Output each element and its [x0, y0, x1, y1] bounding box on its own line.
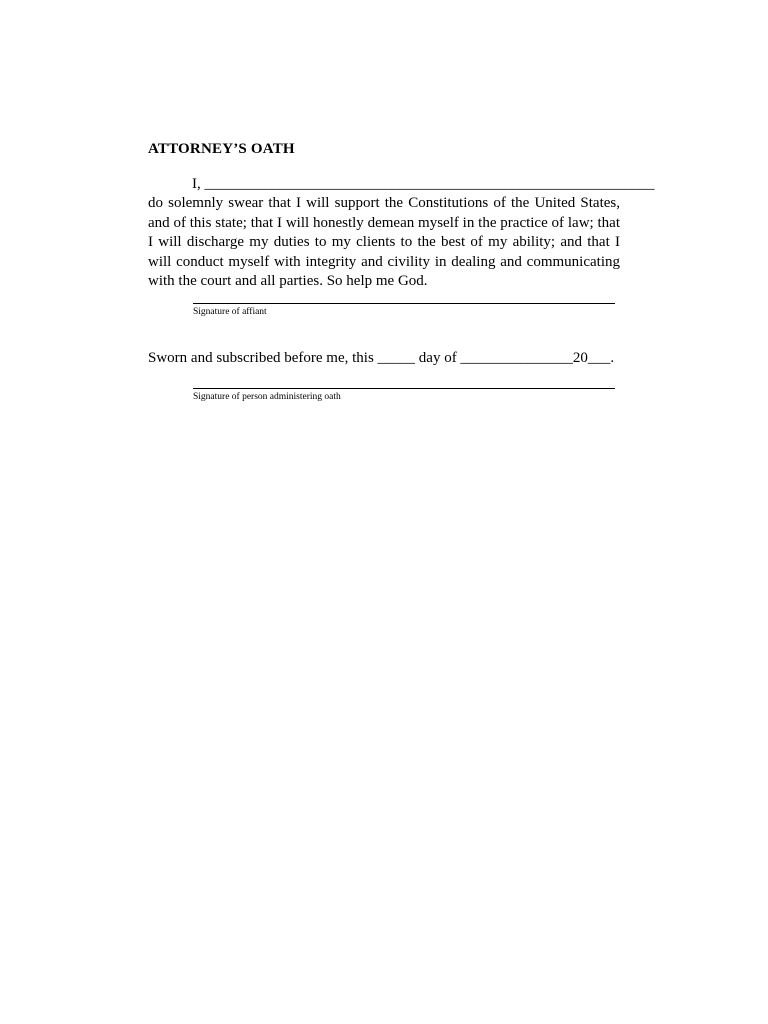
- oath-body-text: do solemnly swear that I will support the Constitutions of the United States, and of this state; that I will honestly demean myself in the practice of law; that I will discharge my duties to my clients to the best of my ability; and that I will conduct myself with integrity and civility in dealing and communicating with the court and all parties. So help me God.: [148, 195, 620, 289]
- administrator-signature-block: [193, 388, 615, 402]
- oath-name-line: [148, 176, 655, 193]
- document-title: ATTORNEY’S OATH: [148, 141, 295, 157]
- sworn-statement: Sworn and subscribed before me, this _____ day of _______________20___.: [148, 350, 615, 366]
- oath-name-blank[interactable]: I, ____________________________________________________________: [192, 176, 655, 192]
- administrator-signature-label: Signature of person administering oath: [193, 392, 341, 402]
- affiant-signature-block: [193, 303, 615, 317]
- administrator-signature-line[interactable]: [193, 388, 615, 389]
- affiant-signature-line[interactable]: [193, 303, 615, 304]
- affiant-signature-label: Signature of affiant: [193, 307, 267, 317]
